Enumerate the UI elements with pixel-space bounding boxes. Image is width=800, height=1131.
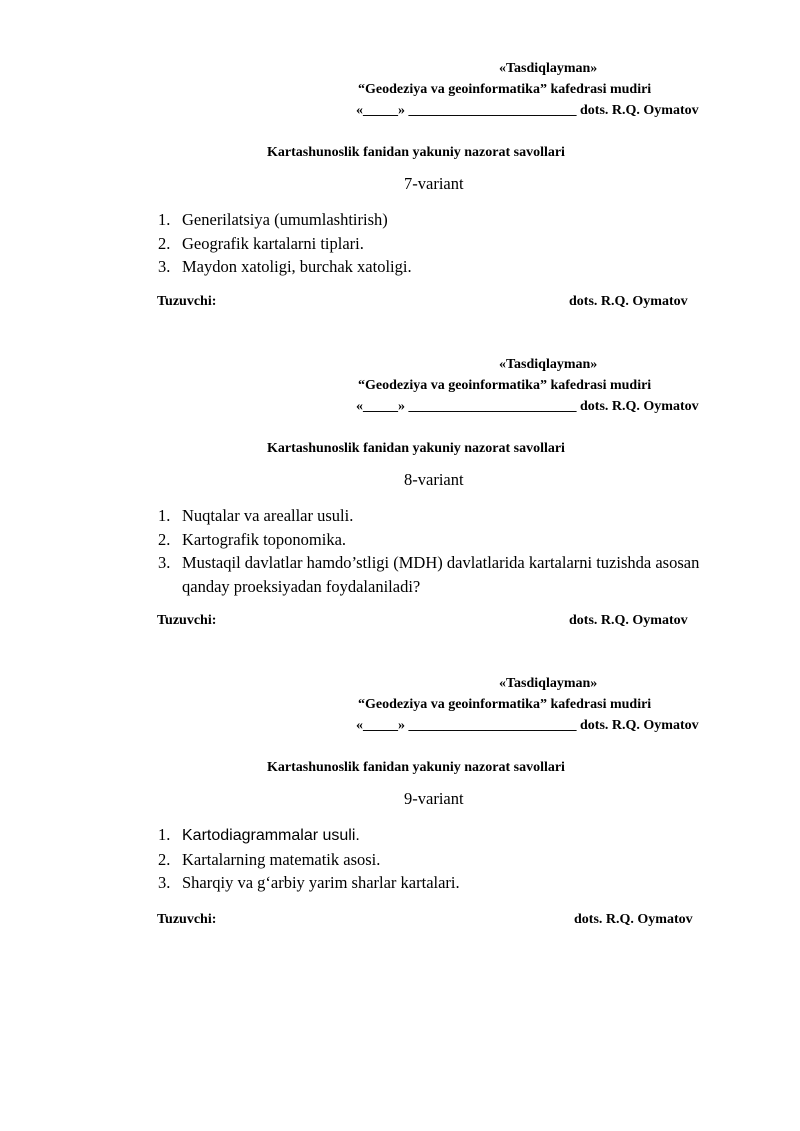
question-item (158, 823, 738, 848)
question-list (158, 504, 738, 598)
question-text: Geografik kartalarni tiplari. (182, 233, 364, 253)
variant-label: 7-variant (404, 174, 464, 193)
author-name: dots. R.Q. Oymatov (569, 294, 688, 309)
question-item (158, 504, 738, 528)
question-text: Kartalarning matematik asosi. (182, 849, 381, 869)
author-label: Tuzuvchi: (157, 912, 217, 927)
approval-title: «Tasdiqlayman» (499, 357, 598, 372)
question-item (158, 232, 738, 256)
question-text: Mustaqil davlatlar hamdo’stligi (MDH) davlatlarida kartalarni tuzishda asosan qanday proeksiyadan foydalaniladi? (182, 553, 700, 596)
question-text: Generilatsiya (umumlashtirish) (182, 210, 388, 229)
signature-line: «_____» ________________________ dots. R.Q. Oymatov (356, 718, 699, 733)
author-name: dots. R.Q. Oymatov (574, 912, 693, 927)
question-text: Sharqiy va g‘arbiy yarim sharlar kartalari. (182, 873, 460, 892)
question-text: Maydon xatoligi, burchak xatoligi. (182, 257, 412, 276)
question-number: 2. (158, 233, 171, 253)
author-name: dots. R.Q. Oymatov (569, 613, 688, 628)
approval-title: «Tasdiqlayman» (499, 676, 598, 691)
question-number: 3. (158, 873, 171, 892)
question-number: 3. (158, 553, 171, 572)
exam-title: Kartashunoslik fanidan yakuniy nazorat savollari (267, 760, 565, 775)
question-number: 2. (158, 849, 171, 869)
signature-line: «_____» ________________________ dots. R.Q. Oymatov (356, 103, 699, 118)
exam-title: Kartashunoslik fanidan yakuniy nazorat savollari (267, 145, 565, 160)
question-number: 1. (158, 825, 171, 844)
question-text: Kartodiagrammalar usuli. (182, 827, 360, 844)
question-item (158, 528, 738, 552)
department-head-line: “Geodeziya va geoinformatika” kafedrasi mudiri (358, 697, 652, 712)
question-list (158, 823, 738, 895)
question-list (158, 208, 738, 279)
question-number: 1. (158, 506, 171, 525)
question-item (158, 871, 738, 895)
author-label: Tuzuvchi: (157, 613, 217, 628)
department-head-line: “Geodeziya va geoinformatika” kafedrasi mudiri (358, 82, 652, 97)
question-number: 1. (158, 210, 171, 229)
author-label: Tuzuvchi: (157, 294, 217, 309)
variant-label: 9-variant (404, 789, 464, 808)
question-item (158, 848, 738, 872)
question-item (158, 255, 738, 279)
variant-label: 8-variant (404, 470, 464, 489)
exam-title: Kartashunoslik fanidan yakuniy nazorat savollari (267, 441, 565, 456)
approval-title: «Tasdiqlayman» (499, 61, 598, 76)
question-item (158, 551, 738, 598)
signature-line: «_____» ________________________ dots. R.Q. Oymatov (356, 399, 699, 414)
department-head-line: “Geodeziya va geoinformatika” kafedrasi mudiri (358, 378, 652, 393)
question-text: Kartografik toponomika. (182, 529, 347, 549)
question-number: 2. (158, 529, 171, 549)
question-text: Nuqtalar va areallar usuli. (182, 506, 354, 525)
question-item (158, 208, 738, 232)
question-number: 3. (158, 257, 171, 276)
